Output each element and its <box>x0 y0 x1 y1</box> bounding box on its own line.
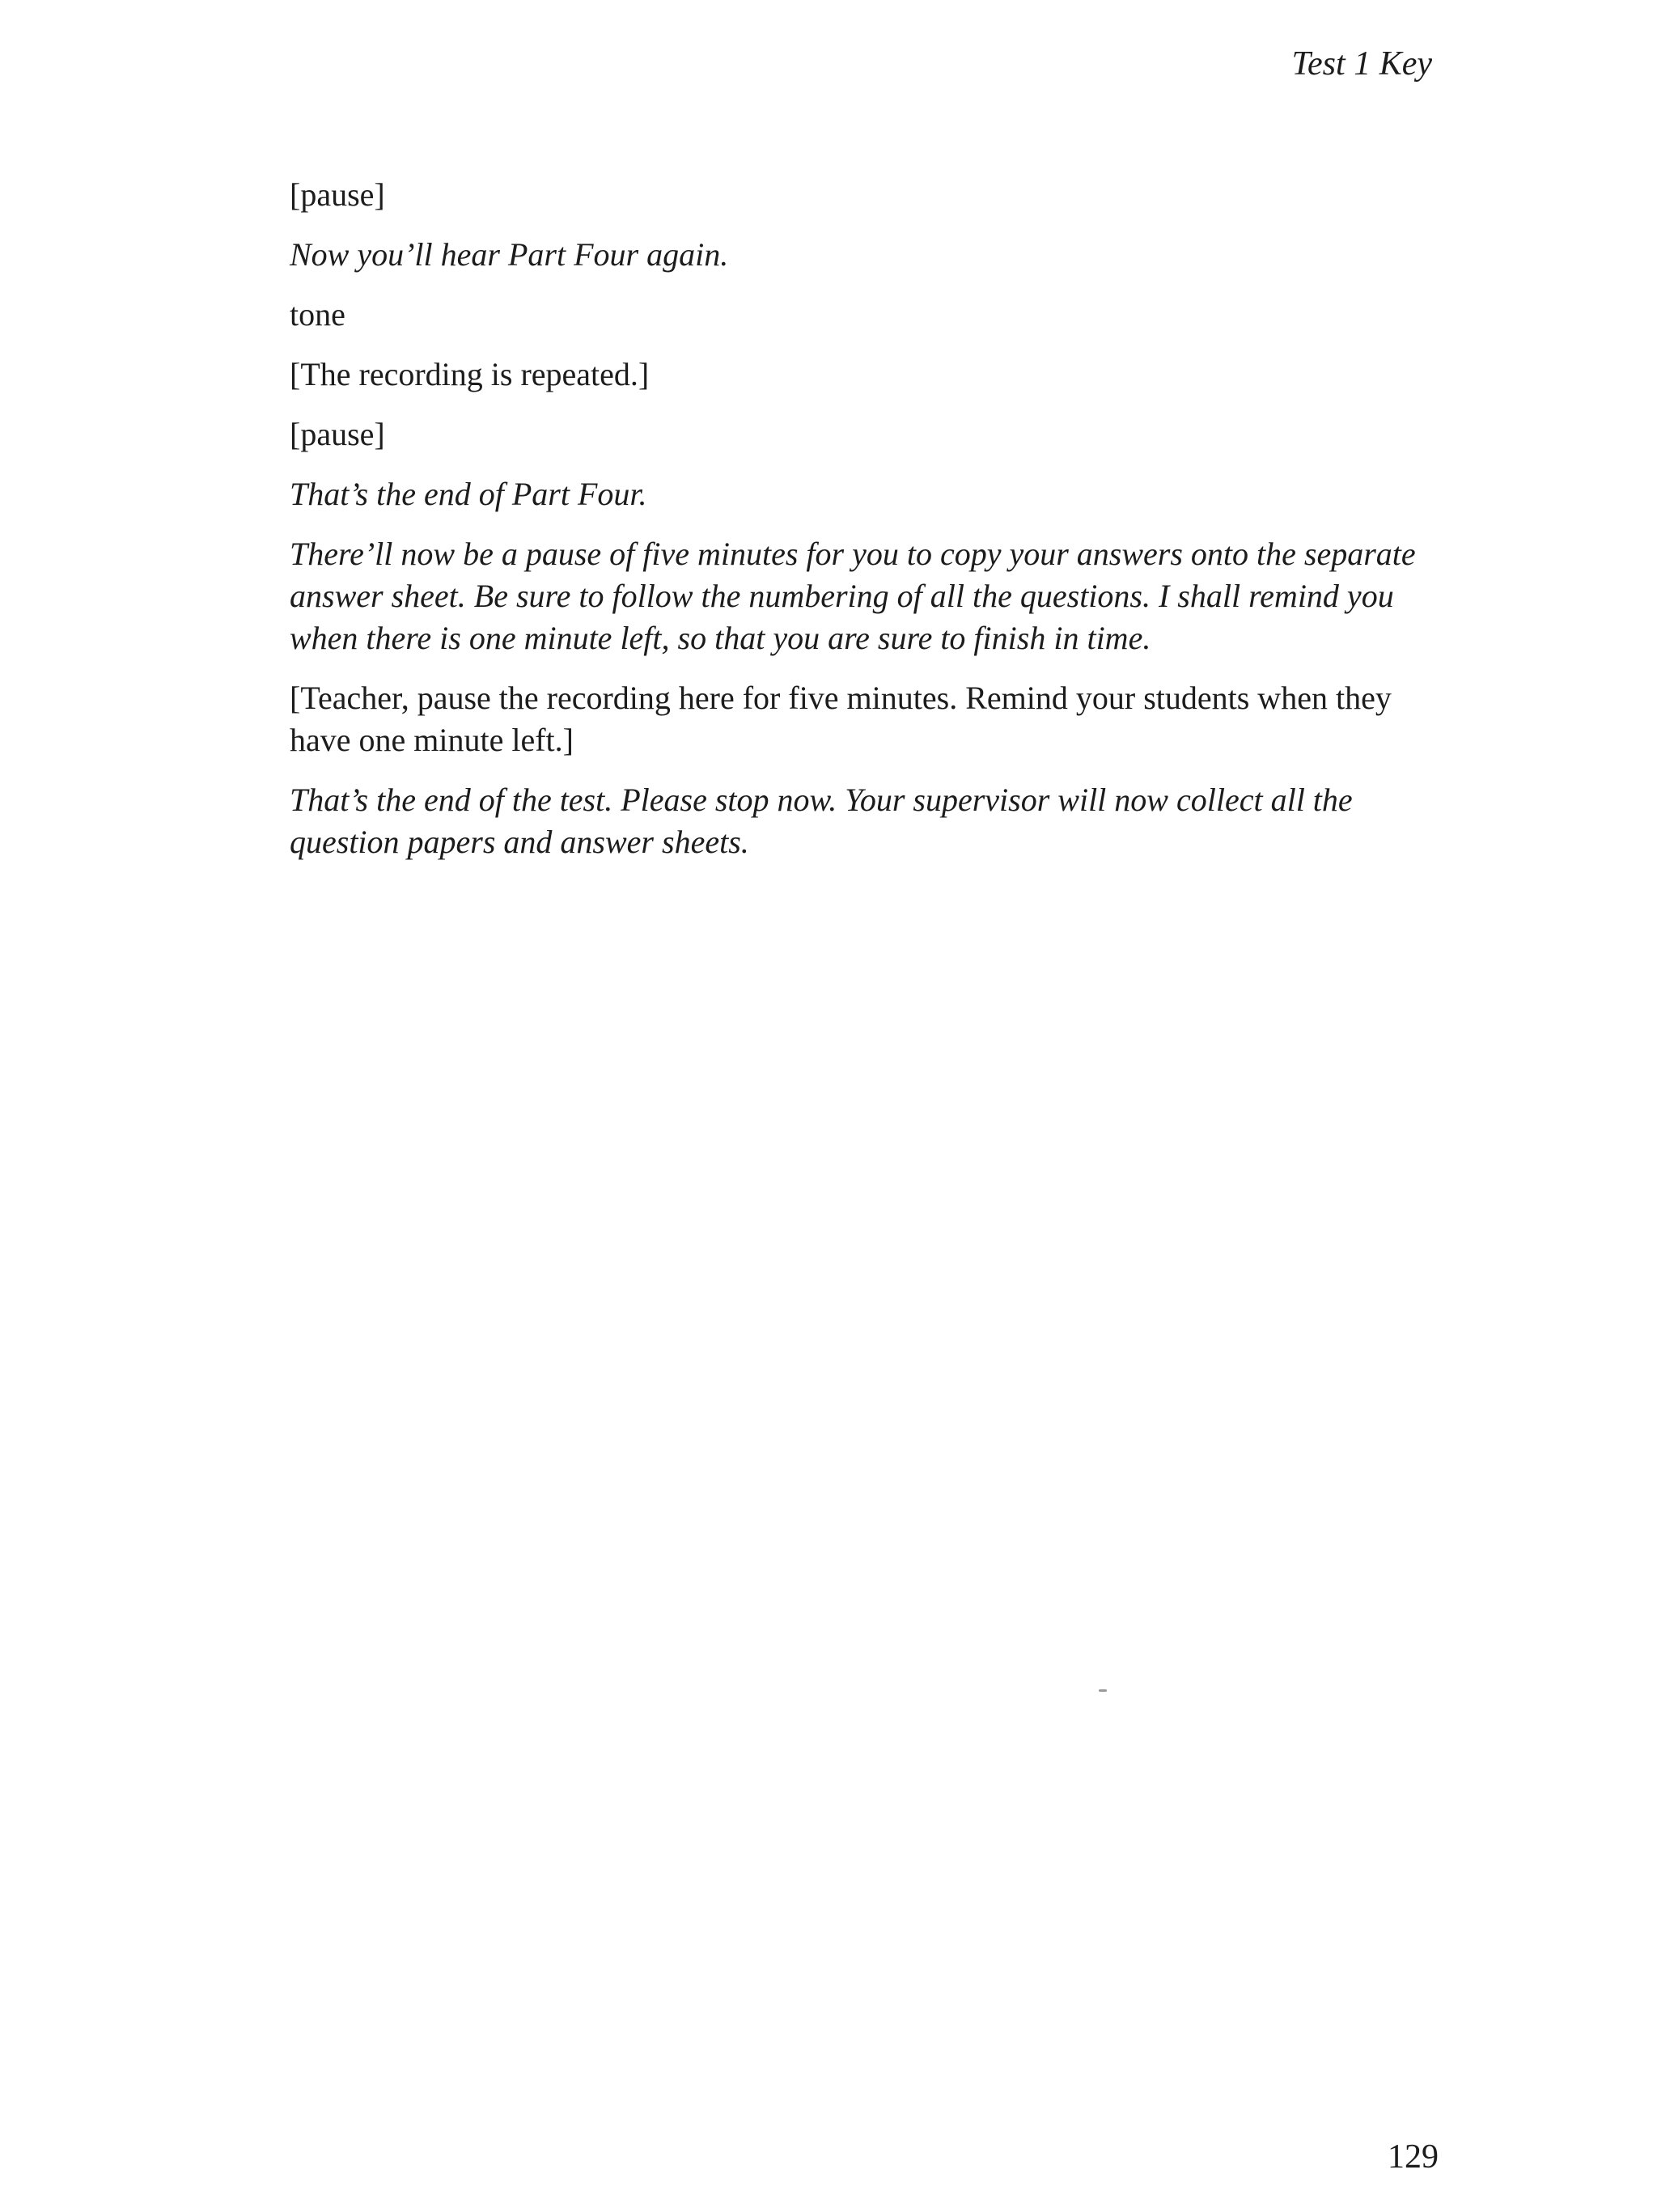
paragraph-pause-2: [pause] <box>290 416 385 452</box>
paragraph-end-part-four: That’s the end of Part Four. <box>290 476 647 512</box>
page-number: 129 <box>1388 2138 1439 2176</box>
paragraph-hear-again: Now you’ll hear Part Four again. <box>290 236 729 273</box>
paragraph-recording-repeated: [The recording is repeated.] <box>290 356 650 392</box>
transcript-text <box>290 174 1422 881</box>
paragraph-tone: tone <box>290 296 345 333</box>
paragraph-end-of-test: That’s the end of the test. Please stop now. Your supervisor will now collect all the question papers and answer sheets. <box>290 782 1353 860</box>
scan-speck <box>1099 1689 1107 1692</box>
paragraph-pause-1: [pause] <box>290 176 385 213</box>
paragraph-teacher-note: [Teacher, pause the recording here for five minutes. Remind your students when they have one minute left.] <box>290 680 1392 758</box>
paragraph-copy-answers: There’ll now be a pause of five minutes for you to copy your answers onto the separate answer sheet. Be sure to follow the numbering of all the questions. I shall remind you when there is one minute left, so that you are sure to finish in time. <box>290 536 1416 656</box>
running-head: Test 1 Key <box>1291 45 1432 83</box>
